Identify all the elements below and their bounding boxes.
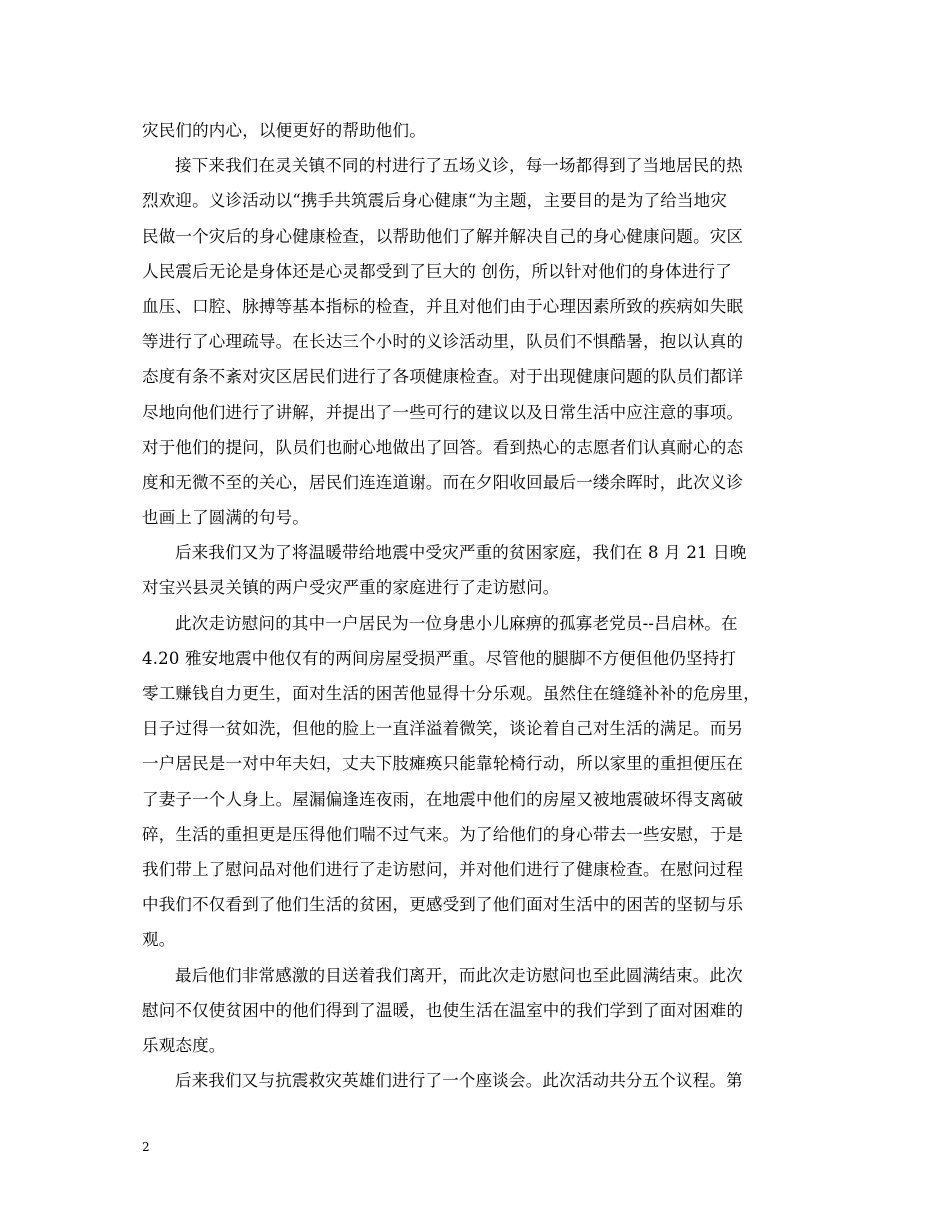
text-line: 民做一个灾后的身心健康检查，以帮助他们了解并解决自己的身心健康问题。灾区 — [142, 226, 744, 246]
text-line: 4.20 雅安地震中他仅有的两间房屋受损严重。尽管他的腿脚不方便但他仍坚持打 — [142, 648, 737, 668]
text-line: 此次走访慰问的其中一户居民为一位身患小儿麻痹的孤寡老党员--吕启林。在 — [175, 613, 738, 633]
text-line: 乐观态度。 — [142, 1035, 226, 1055]
page-number: 2 — [142, 1140, 150, 1154]
text-line: 了妻子一个人身上。屋漏偏逢连夜雨，在地震中他们的房屋又被地震破坏得支离破 — [142, 789, 744, 809]
text-line: 灾民们的内心，以便更好的帮助他们。 — [142, 121, 426, 140]
text-line: 人民震后无论是身体还是心灵都受到了巨大的 创伤，所以针对他们的身体进行了 — [142, 261, 732, 281]
text-line: 零工赚钱自力更生，面对生活的困苦他显得十分乐观。虽然住在缝缝补补的危房里， — [142, 684, 760, 703]
text-line: 对宝兴县灵关镇的两户受灾严重的家庭进行了走访慰问。 — [142, 578, 560, 598]
text-line: 等进行了心理疏导。在长达三个小时的义诊活动里，队员们不惧酷暑，抱以认真的 — [142, 332, 744, 352]
text-line: 烈欢迎。义诊活动以“携手共筑震后身心健康“为主题，主要目的是为了给当地灾 — [142, 191, 728, 211]
text-line: 也画上了圆满的句号。 — [142, 508, 309, 528]
text-line: 尽地向他们进行了讲解，并提出了一些可行的建议以及日常生活中应注意的事项。 — [142, 402, 744, 422]
text-line: 血压、口腔、脉搏等基本指标的检查，并且对他们由于心理因素所致的疾病如失眠 — [142, 296, 744, 316]
text-line: 态度有条不紊对灾区居民们进行了各项健康检查。对于出现健康问题的队员们都详 — [142, 367, 744, 387]
text-line: 观。 — [142, 930, 176, 950]
text-line: 对于他们的提问，队员们也耐心地做出了回答。看到热心的志愿者们认真耐心的态 — [142, 437, 744, 457]
text-line: 最后他们非常感激的目送着我们离开，而此次走访慰问也至此圆满结束。此次 — [175, 965, 743, 985]
text-line: 后来我们又与抗震救灾英雄们进行了一个座谈会。此次活动共分五个议程。第 — [175, 1071, 743, 1091]
text-line: 一户居民是一对中年夫妇，丈夫下肢瘫痪只能靠轮椅行动，所以家里的重担便压在 — [142, 754, 744, 774]
text-line: 慰问不仅使贫困中的他们得到了温暖，也使生活在温室中的我们学到了面对困难的 — [142, 1000, 744, 1020]
text-line: 接下来我们在灵关镇不同的村进行了五场义诊，每一场都得到了当地居民的热 — [175, 156, 743, 176]
text-line: 日子过得一贫如洗，但他的脸上一直洋溢着微笑，谈论着自己对生活的满足。而另 — [142, 719, 744, 739]
text-line: 后来我们又为了将温暖带给地震中受灾严重的贫困家庭，我们在 8 月 21 日晚 — [175, 543, 747, 563]
text-line: 中我们不仅看到了他们生活的贫困，更感受到了他们面对生活中的困苦的坚韧与乐 — [142, 895, 744, 915]
text-line: 碎，生活的重担更是压得他们喘不过气来。为了给他们的身心带去一些安慰，于是 — [142, 824, 744, 844]
text-line: 我们带上了慰问品对他们进行了走访慰问，并对他们进行了健康检查。在慰问过程 — [142, 859, 744, 879]
text-line: 度和无微不至的关心，居民们连连道谢。而在夕阳收回最后一缕余晖时，此次义诊 — [142, 472, 744, 492]
body-text — [142, 113, 817, 1098]
